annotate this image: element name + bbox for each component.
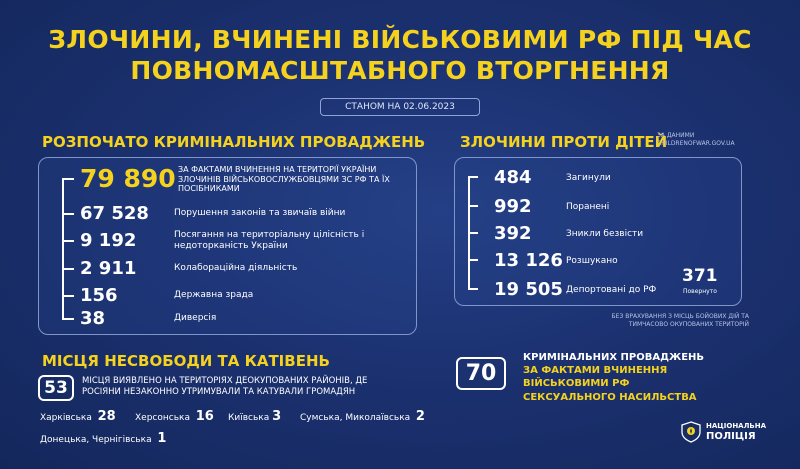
children-item-label: Депортовані до РФ xyxy=(566,285,657,295)
criminal-item-label: Порушення законів та звичаїв війни xyxy=(174,208,346,218)
children-footnote: БЕЗ ВРАХУВАННЯ З МІСЦЬ БОЙОВИХ ДІЙ ТА ТИМЧАСОВО ОКУПОВАНИХ ТЕРИТОРІЙ xyxy=(611,313,749,328)
criminal-item-value: 38 xyxy=(80,308,106,329)
criminal-total-label: ЗА ФАКТАМИ ВЧИНЕННЯ НА ТЕРИТОРІЇ УКРАЇНИ ЗЛОЧИНІВ ВІЙСЬКОВОСЛУЖБОВЦЯМИ ЗС РФ ТА ЇХ ПОСІБНИКАМИ xyxy=(178,165,390,193)
criminal-item-label: Диверсія xyxy=(174,313,217,323)
criminal-item-value: 67 528 xyxy=(80,203,149,224)
children-returned-label: Повернуто xyxy=(683,288,717,295)
sexual-line-1: КРИМІНАЛЬНИХ ПРОВАДЖЕНЬ xyxy=(523,352,705,363)
children-item-value: 992 xyxy=(494,196,532,217)
police-logo xyxy=(680,420,778,444)
places-title: МІСЦЯ НЕСВОБОДИ ТА КАТІВЕНЬ xyxy=(42,352,330,370)
places-text: МІСЦЯ ВИЯВЛЕНО НА ТЕРИТОРІЯХ ДЕОКУПОВАНИХ РАЙОНІВ, ДЕ РОСІЯНИ НЕЗАКОННО УТРИМУВАЛИ ТА КАТУВАЛИ ГРОМАДЯН xyxy=(82,376,368,397)
children-item-label: Загинули xyxy=(566,173,611,183)
criminal-item-label: Посягання на територіальну цілісність і недоторканість України xyxy=(174,230,365,251)
title-line-2: ПОВНОМАСШТАБНОГО ВТОРГНЕННЯ xyxy=(130,56,670,85)
places-count: 53 xyxy=(38,375,74,401)
children-source: ЗА ДАНИМИ CHILDRENOFWAR.GOV.UA xyxy=(657,132,735,147)
logo-line-2: ПОЛІЦІЯ xyxy=(706,431,756,442)
children-item-value: 484 xyxy=(494,167,532,188)
sexual-line-2: ЗА ФАКТАМИ ВЧИНЕННЯ xyxy=(523,365,668,376)
children-item-label: Поранені xyxy=(566,202,610,212)
criminal-item-value: 156 xyxy=(80,285,118,306)
children-item-value: 392 xyxy=(494,223,532,244)
region-item: Київська 3 xyxy=(228,409,282,424)
children-item-label: Зникли безвісти xyxy=(566,229,644,239)
criminal-item-label: Колабораційна діяльність xyxy=(174,263,298,273)
logo-line-1: НАЦІОНАЛЬНА xyxy=(706,422,767,430)
criminal-item-label: Державна зрада xyxy=(174,290,254,300)
sexual-count: 70 xyxy=(456,357,506,390)
children-returned-value: 371 xyxy=(682,266,718,286)
children-title: ЗЛОЧИНИ ПРОТИ ДІТЕЙ xyxy=(460,133,668,151)
police-shield-icon xyxy=(680,421,702,443)
children-item-value: 13 126 xyxy=(494,250,563,271)
region-item: Херсонська 16 xyxy=(135,409,214,424)
title-line-1: ЗЛОЧИНИ, ВЧИНЕНІ ВІЙСЬКОВИМИ РФ ПІД ЧАС xyxy=(48,25,752,54)
criminal-item-value: 9 192 xyxy=(80,230,137,251)
criminal-bracket xyxy=(62,178,64,318)
children-item-label: Розшукано xyxy=(566,256,618,266)
children-item-value: 19 505 xyxy=(494,279,563,300)
criminal-item-value: 2 911 xyxy=(80,258,137,279)
region-item: Донецька, Чернігівська 1 xyxy=(40,431,167,446)
date-badge: СТАНОМ НА 02.06.2023 xyxy=(320,98,480,116)
sexual-line-3: ВІЙСЬКОВИМИ РФ xyxy=(523,378,630,389)
region-item: Сумська, Миколаївська 2 xyxy=(300,409,425,424)
region-item: Харківська 28 xyxy=(40,409,116,424)
page-title xyxy=(0,24,800,86)
sexual-line-4: СЕКСУАЛЬНОГО НАСИЛЬСТВА xyxy=(523,392,697,403)
criminal-title: РОЗПОЧАТО КРИМІНАЛЬНИХ ПРОВАДЖЕНЬ xyxy=(42,133,426,151)
criminal-total-value: 79 890 xyxy=(80,164,176,193)
